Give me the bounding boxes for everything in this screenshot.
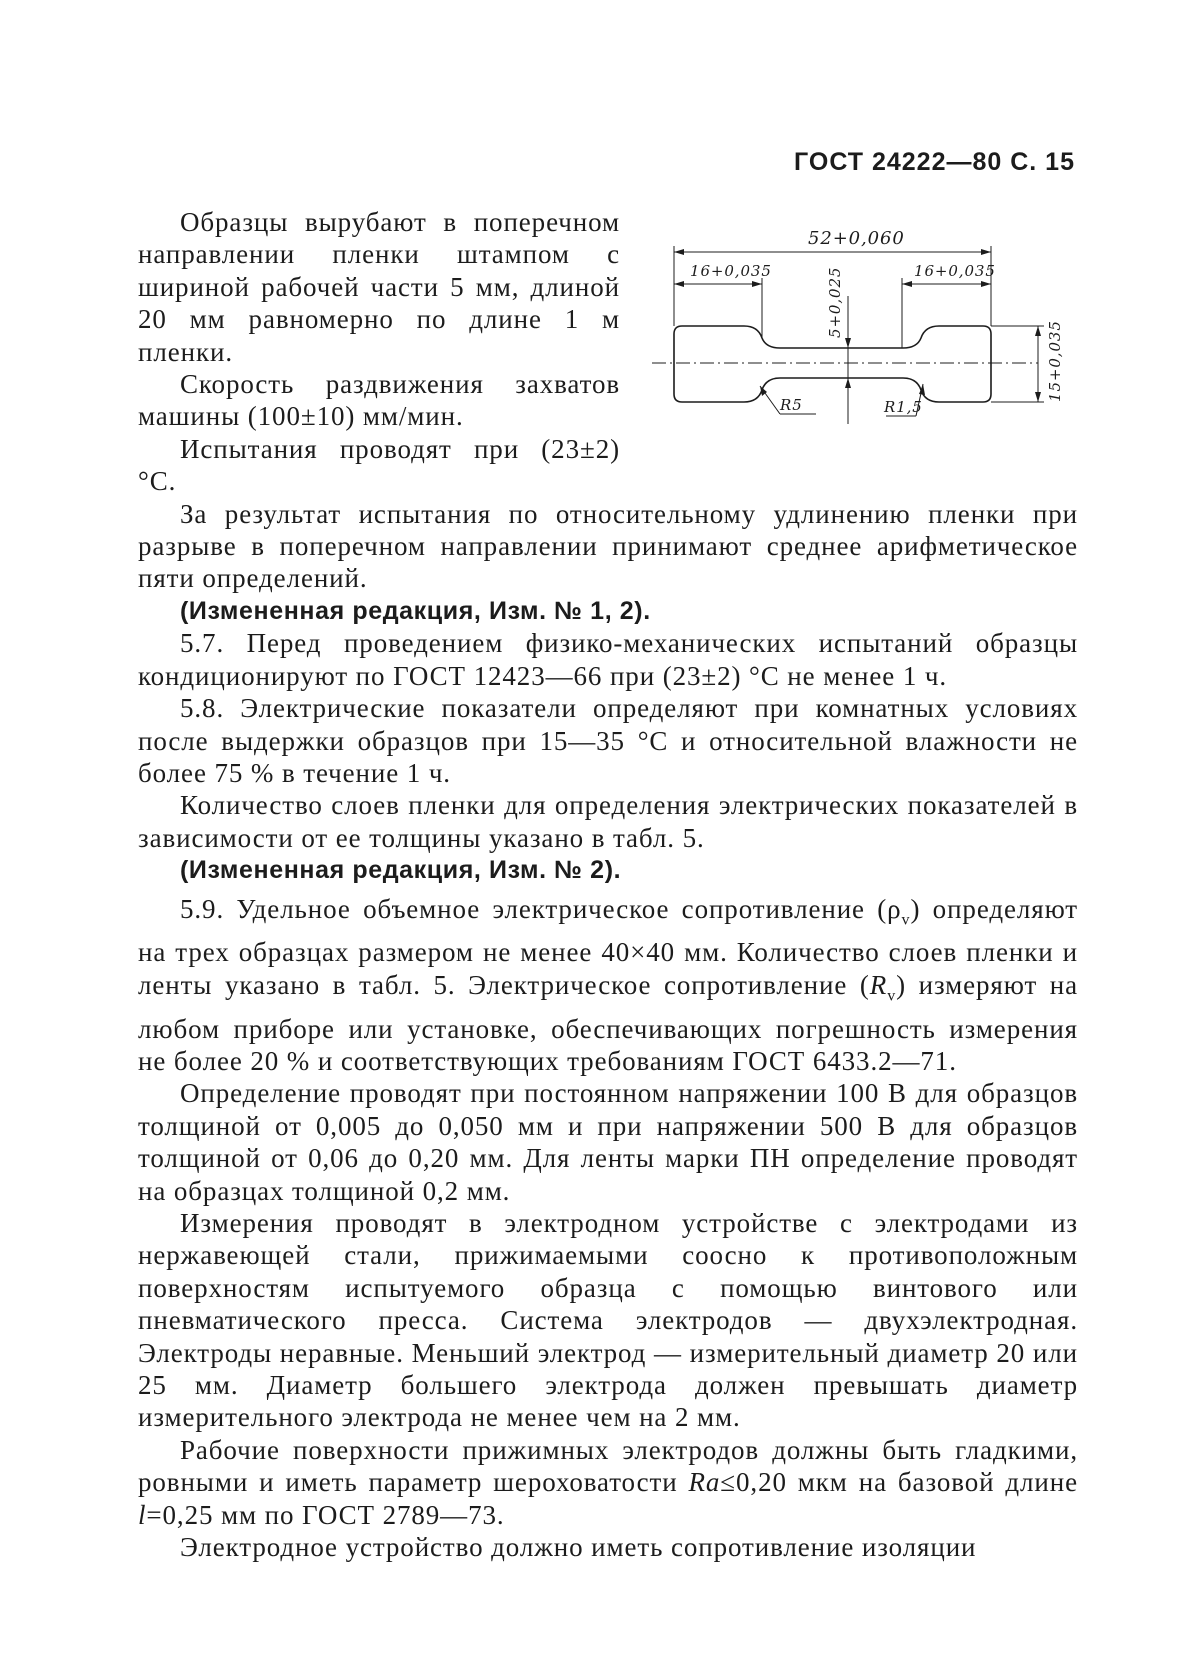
paragraph-5-9 xyxy=(138,893,1078,1078)
paragraph-5-8: 5.8. Электрические показатели определяют при комнатных условиях после выдержки образцов при 15—35 °С и относительной влажности не более 75 % в течение 1 ч. xyxy=(138,693,1078,788)
p10-part-b: ) определяют на трех образцах размером не менее 40×40 мм. Количество слоев пленки и ленты указано в табл. 5. Электрическое сопротивление ( xyxy=(138,893,1078,1000)
p13-part-c: =0,25 мм по ГОСТ 2789—73. xyxy=(146,1499,505,1530)
p10-part-c: ) измеряют на любом приборе или установке, обеспечивающих погрешность измерения не более 20 % и соответствующих требованиям ГОСТ 6433.2—71. xyxy=(138,969,1078,1076)
p13-part-b: ≤0,20 мкм на базовой длине xyxy=(720,1467,1078,1498)
amendment-note-2: (Измененная редакция, Изм. № 2). xyxy=(180,856,622,885)
amendment-note-1: (Измененная редакция, Изм. № 1, 2). xyxy=(180,596,651,625)
paragraph-layers: Количество слоев пленки для определения электрических показателей в зависимости от ее толщины указано в табл. 5. xyxy=(138,790,1078,853)
radius-big-label: R5 xyxy=(780,396,803,414)
p13-Ra: Ra xyxy=(688,1467,721,1498)
paragraph-4: За результат испытания по относительному удлинению пленки при разрыве в поперечном направлении принимают среднее арифметическое пяти определений. xyxy=(138,498,1078,594)
paragraph-5-7: 5.7. Перед проведением физико-механических испытаний образцы кондиционируют по ГОСТ 12423—66 при (23±2) °С не менее 1 ч. xyxy=(138,628,1078,691)
p10-part-a: 5.9. Удельное объемное электрическое сопротивление (ρ xyxy=(180,893,902,924)
paragraph-1: Образцы вырубают в поперечном направлении пленки штампом с шириной рабочей части 5 мм, длиной 20 мм равномерно по длине 1 м пленки. xyxy=(138,207,620,367)
dim-width-label: 5+0,025 xyxy=(826,266,844,338)
paragraph-3: Испытания проводят при (23±2) °С. xyxy=(138,433,620,497)
paragraph-electrodes: Измерения проводят в электродном устройстве с электродами из нержавеющей стали, прижимаемыми соосно к противоположным поверхностям испытуемого образца с помощью винтового или пневматического пресса. Система электродов — двухэлектродная. Электроды неравные. Меньший электрод — измерительный диаметр 20 или 25 мм. Диаметр большего электрода должен превышать диаметр измерительного электрода не менее чем на 2 мм. xyxy=(138,1207,1078,1433)
p13-part-a: Рабочие поверхности прижимных электродов должны быть гладкими, ровными и иметь параметр шероховатости xyxy=(138,1434,1078,1498)
paragraph-insulation: Электродное устройство должно иметь сопротивление изоляции xyxy=(180,1532,977,1563)
paragraph-roughness xyxy=(138,1434,1078,1531)
p10-sub-2: v xyxy=(887,987,897,1005)
body-text xyxy=(138,206,1078,1563)
dim-total-label: 52+0,060 xyxy=(808,228,905,249)
p10-sub-1: v xyxy=(901,910,911,928)
specimen-drawing xyxy=(648,206,1078,474)
p10-R: R xyxy=(869,969,888,1000)
p13-l: l xyxy=(138,1499,147,1530)
radius-small-label: R1,5 xyxy=(884,398,923,416)
page-header: ГОСТ 24222—80 С. 15 xyxy=(794,148,1075,176)
paragraph-2: Скорость раздвижения захватов машины (100±10) мм/мин. xyxy=(138,369,620,432)
paragraph-voltage: Определение проводят при постоянном напряжении 100 В для образцов толщиной от 0,005 до 0,050 мм и при напряжении 500 В для образцов толщиной от 0,06 до 0,20 мм. Для ленты марки ПН определение проводят на образцах толщиной 0,2 мм. xyxy=(138,1078,1078,1206)
dim-height-label: 15+0,035 xyxy=(1046,320,1064,402)
dim-right-label: 16+0,035 xyxy=(914,262,996,280)
dim-left-label: 16+0,035 xyxy=(690,262,772,280)
specimen-drawing-svg xyxy=(648,206,1078,474)
